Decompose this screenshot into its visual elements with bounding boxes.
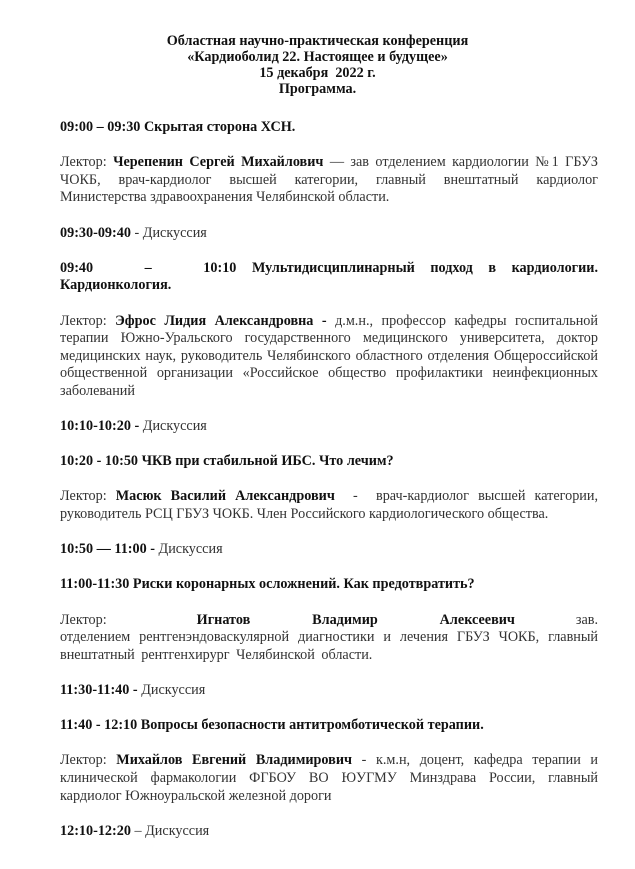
- lecturer-name: Игнатов Владимир Алексеевич: [196, 611, 515, 628]
- discussion-time: 11:30-11:40: [60, 682, 130, 698]
- lecturer-name: Михайлов Евгений Владимирович: [116, 752, 353, 769]
- discussion-label: Дискуссия: [142, 418, 207, 435]
- conference-date: 15 декабря 2022 г.: [259, 65, 376, 81]
- program-content: [60, 119, 598, 840]
- discussion-time: 12:10-12:20: [60, 822, 131, 839]
- conference-name: Областная научно-практическая конференция: [166, 33, 469, 49]
- lecturer-description: к.м.н, доцент, кафедра терапии и клинической фармакологии ФГБОУ ВО ЮУГМУ Минздрава России, главный кардиолог Южноуральской железной дороги: [60, 752, 598, 804]
- discussion-time: 10:50 — 11:00: [60, 541, 147, 558]
- discussion-item: 10:50 — 11:00 - Дискуссия: [60, 541, 223, 558]
- document-header: [0, 33, 635, 97]
- discussion-label: Дискуссия: [142, 224, 207, 241]
- lecturer-description: врач-кардиолог высшей категории, руководитель РСЦ ГБУЗ ЧОКБ. Член Российского кардиологического общества.: [60, 488, 599, 523]
- lecturer-info: Лектор: Черепенин Сергей Михайлович — зав отделением кардиологии №1 ГБУЗ ЧОКБ, врач-кардиолог высшей категории, главный внештатный кардиолог Министерства здравоохранения Челябинской области.: [60, 154, 598, 206]
- session-time: 11:00-11:30: [60, 576, 130, 593]
- session-title: Риски коронарных осложнений. Как предотвратить?: [132, 576, 475, 593]
- discussion-label: Дискуссия: [141, 682, 206, 698]
- session-heading: [60, 717, 598, 735]
- lecturer-name: Черепенин Сергей Михайлович: [113, 154, 324, 171]
- lecturer-info: [60, 612, 598, 665]
- lecturer-name: Эфрос Лидия Александровна: [115, 312, 314, 329]
- lecturer-description: д.м.н., профессор кафедры госпитальной терапии Южно-Уральского государственного медицинского университета, доктор медицинских наук, руководитель Челябинского областного отделения Общероссийской общественной организации «Российское общество профилактики неинфекционных заболеваний: [60, 312, 598, 399]
- session-time: 09:40 – 10:10: [60, 259, 237, 276]
- discussion-item: 11:30-11:40 - Дискуссия: [60, 682, 206, 698]
- session-heading: [60, 119, 598, 137]
- conference-title: «Кардиоболид 22. Настоящее и будущее»: [187, 49, 448, 65]
- program-heading: Программа.: [278, 81, 357, 97]
- discussion-item: 09:30-09:40 - Дискуссия: [60, 224, 207, 241]
- session-time: 09:00 – 09:30: [60, 119, 141, 135]
- lecturer-info: Лектор: Михайлов Евгений Владимирович - к.м.н, доцент, кафедра терапии и клинической фармакологии ФГБОУ ВО ЮУГМУ Минздрава России, главный кардиолог Южноуральской железной дороги: [60, 752, 598, 804]
- discussion-item: 12:10-12:20 – Дискуссия: [60, 822, 210, 839]
- discussion-time: 10:10-10:20: [60, 418, 131, 435]
- discussion-time: 09:30-09:40: [60, 224, 131, 241]
- discussion-label: Дискуссия: [158, 541, 223, 558]
- discussion-item: 10:10-10:20 - Дискуссия: [60, 418, 207, 435]
- session-title: ЧКВ при стабильной ИБС. Что лечим?: [141, 453, 394, 470]
- lecturer-description: зав. отделением рентгенэндоваскулярной диагностики и лечения ГБУЗ ЧОКБ, главный внештатный рентгенхирург Челябинской области.: [60, 611, 599, 663]
- lecturer-info: Лектор: Масюк Василий Александрович - врач-кардиолог высшей категории, руководитель РСЦ ГБУЗ ЧОКБ. Член Российского кардиологического общества.: [60, 488, 599, 523]
- session-time: 11:40 - 12:10: [60, 717, 138, 734]
- lecturer-label: Лектор:: [60, 611, 107, 628]
- session-heading: [60, 453, 598, 471]
- session-title: Вопросы безопасности антитромботической терапии.: [140, 717, 484, 734]
- session-heading: [60, 576, 598, 594]
- lecturer-label: Лектор:: [60, 154, 107, 171]
- lecturer-info: Лектор: Эфрос Лидия Александровна - д.м.н., профессор кафедры госпитальной терапии Южно-Уральского государственного медицинского университета, доктор медицинских наук, руководитель Челябинского областного отделения Общероссийской общественной организации «Российское общество профилактики неинфекционных заболеваний: [60, 312, 598, 399]
- lecturer-name: Масюк Василий Александрович: [115, 488, 335, 505]
- session-title: Скрытая сторона ХСН.: [143, 119, 296, 135]
- discussion-label: Дискуссия: [145, 822, 210, 839]
- session-heading: [60, 260, 598, 295]
- lecturer-label: Лектор:: [60, 488, 107, 505]
- lecturer-label: Лектор:: [60, 752, 107, 769]
- session-title: Мультидисциплинарный подход в кардиологии. Кардионкология.: [60, 259, 598, 294]
- lecturer-description: зав отделением кардиологии №1 ГБУЗ ЧОКБ, врач-кардиолог высшей категории, главный внештатный кардиолог Министерства здравоохранения Челябинской области.: [60, 154, 598, 206]
- lecturer-label: Лектор:: [60, 312, 107, 329]
- session-time: 10:20 - 10:50: [60, 453, 139, 470]
